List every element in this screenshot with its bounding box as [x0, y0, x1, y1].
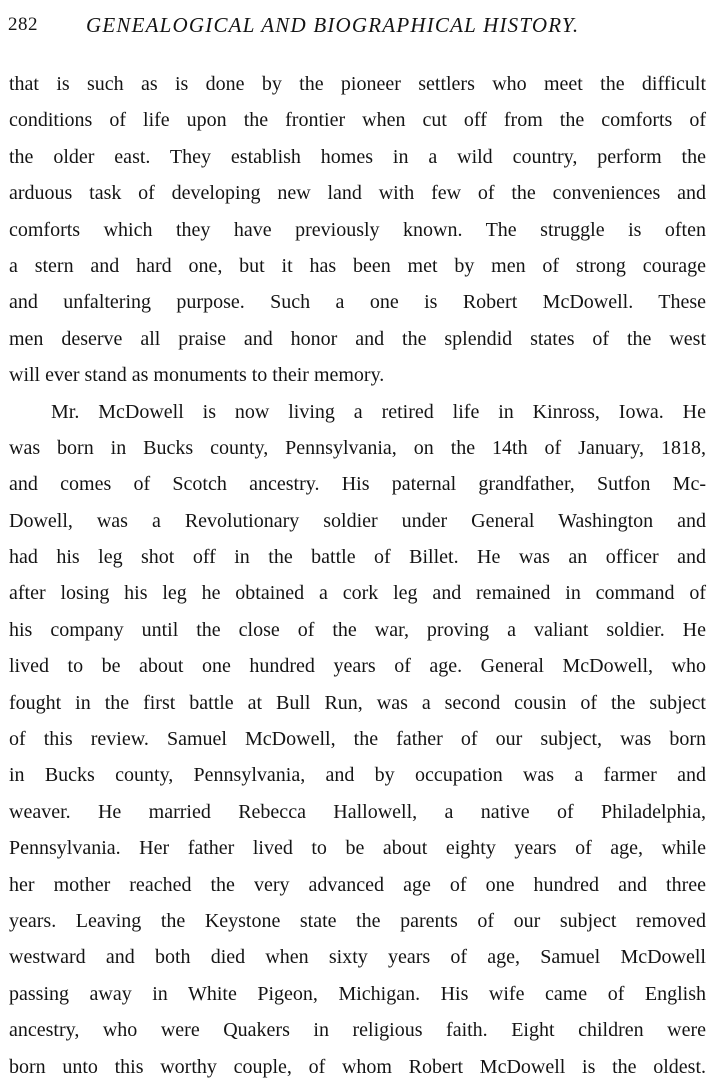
- text-line: a stern and hard one, but it has been met by men of strong courage: [9, 254, 706, 277]
- text-line: after losing his leg he obtained a cork leg and remained in command of: [9, 582, 706, 605]
- text-line: arduous task of developing new land with few of the conveniences and: [9, 182, 706, 205]
- text-line: passing away in White Pigeon, Michigan. His wife came of English: [9, 982, 706, 1005]
- text-line: Pennsylvania. Her father lived to be about eighty years of age, while: [9, 837, 706, 860]
- text-line: in Bucks county, Pennsylvania, and by occupation was a farmer and: [9, 764, 706, 787]
- text-line: ancestry, who were Quakers in religious faith. Eight children were: [9, 1019, 706, 1042]
- text-line: conditions of life upon the frontier when cut off from the comforts of: [9, 109, 706, 132]
- text-line: her mother reached the very advanced age of one hundred and three: [9, 873, 706, 896]
- text-line: born unto this worthy couple, of whom Robert McDowell is the oldest.: [9, 1055, 706, 1078]
- page-header: [8, 10, 710, 42]
- text-line: weaver. He married Rebecca Hallowell, a native of Philadelphia,: [9, 800, 706, 823]
- text-line: his company until the close of the war, proving a valiant soldier. He: [9, 618, 706, 641]
- text-line: Dowell, was a Revolutionary soldier under General Washington and: [9, 509, 706, 532]
- text-line: that is such as is done by the pioneer settlers who meet the difficult: [9, 73, 706, 95]
- text-line: years. Leaving the Keystone state the parents of our subject removed: [9, 909, 706, 932]
- text-line: and comes of Scotch ancestry. His paternal grandfather, Sutfon Mc-: [9, 473, 706, 496]
- page-number: 282: [8, 14, 38, 35]
- text-line: of this review. Samuel McDowell, the father of our subject, was born: [9, 728, 706, 751]
- text-line: men deserve all praise and honor and the splendid states of the west: [9, 327, 706, 350]
- paragraph-biography: [9, 394, 706, 1085]
- text-line: had his leg shot off in the battle of Billet. He was an officer and: [9, 546, 706, 569]
- text-line: will ever stand as monuments to their memory.: [9, 364, 385, 387]
- text-line: fought in the first battle at Bull Run, was a second cousin of the subject: [9, 691, 706, 714]
- text-line: Mr. McDowell is now living a retired life in Kinross, Iowa. He: [51, 400, 706, 423]
- text-line: westward and both died when sixty years of age, Samuel McDowell: [9, 946, 706, 969]
- paragraph-intro: [9, 66, 706, 394]
- text-line: was born in Bucks county, Pennsylvania, on the 14th of January, 1818,: [9, 436, 706, 459]
- body-text: [9, 66, 706, 1085]
- running-title: GENEALOGICAL AND BIOGRAPHICAL HISTORY.: [86, 13, 580, 37]
- text-line: and unfaltering purpose. Such a one is Robert McDowell. These: [9, 291, 706, 314]
- text-line: lived to be about one hundred years of age. General McDowell, who: [9, 655, 706, 678]
- text-line: comforts which they have previously known. The struggle is often: [9, 218, 706, 241]
- text-line: the older east. They establish homes in a wild country, perform the: [9, 145, 706, 168]
